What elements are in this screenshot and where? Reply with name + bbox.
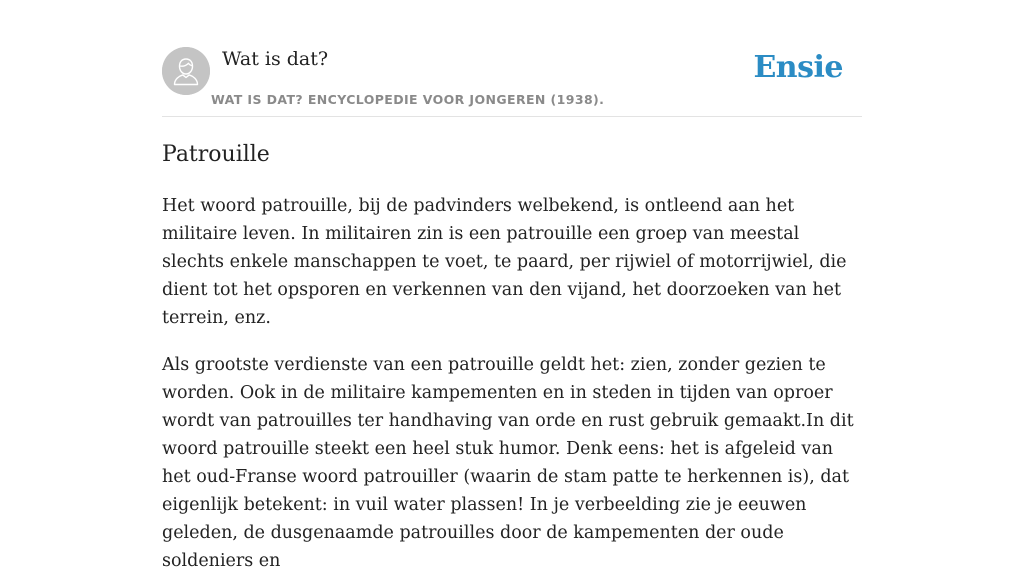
article (162, 138, 862, 575)
source-header (162, 46, 862, 117)
article-paragraph: Als grootste verdienste van een patrouille geldt het: zien, zonder gezien te worden. Ook in de militaire kampementen en in steden in tijden van oproer wordt van patrouilles ter handhaving van orde en rust gebruik gemaakt.In dit woord patrouille steekt een heel stuk humor. Denk eens: het is afgeleid van het oud-Franse woord patrouiller (waarin de stam patte te herkennen is), dat eigenlijk betekent: in vuil water plassen! In je verbeelding zie je eeuwen geleden, de dusgenaamde patrouilles door de kampementen der oude soldeniers en (162, 355, 854, 571)
user-avatar-icon[interactable] (162, 47, 210, 95)
ensie-logo[interactable]: Ensie (753, 50, 843, 85)
entry-title: Patrouille (162, 142, 270, 167)
source-subtitle[interactable]: WAT IS DAT? ENCYCLOPEDIE VOOR JONGEREN (1938). (211, 92, 605, 107)
source-title[interactable]: Wat is dat? (222, 48, 329, 70)
article-paragraph: Het woord patrouille, bij de padvinders welbekend, is ontleend aan het militaire leven. In militairen zin is een patrouille een groep van meestal slechts enkele manschappen te voet, te paard, per rijwiel of motorrijwiel, die dient tot het opsporen en verkennen van den vijand, het doorzoeken van het terrein, enz. (162, 196, 847, 328)
